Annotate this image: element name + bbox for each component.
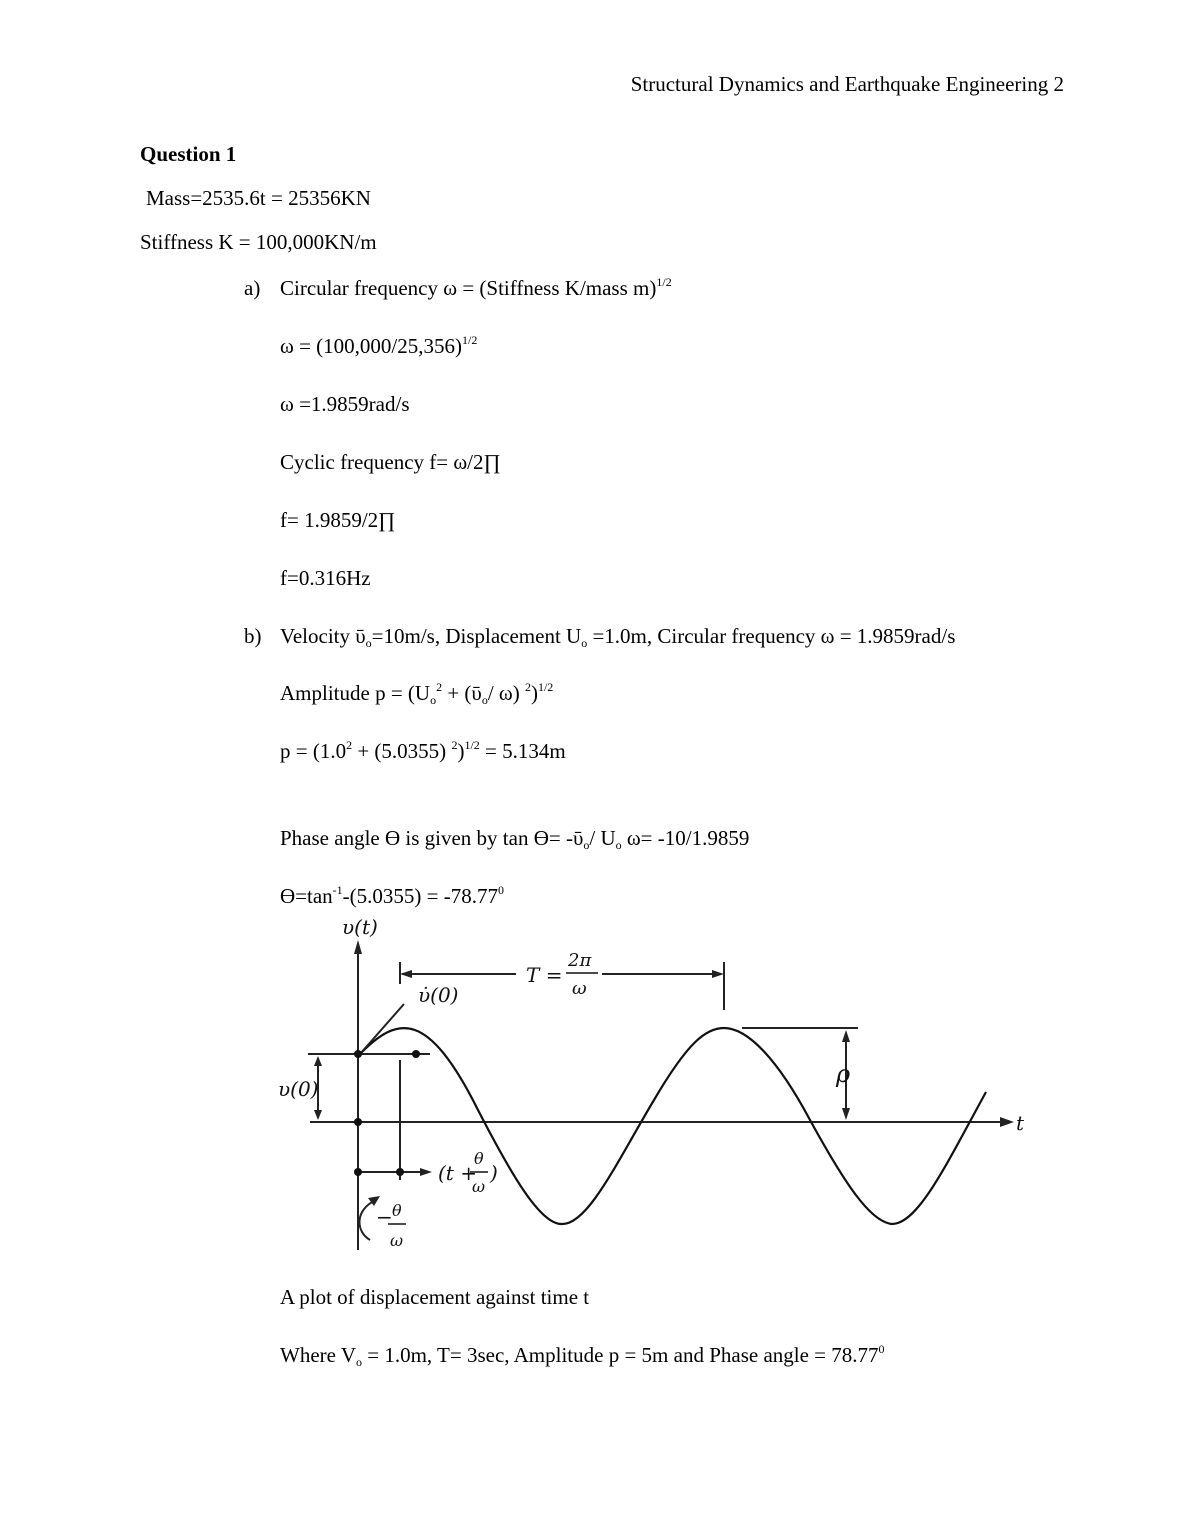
displacement-curve [360,1028,986,1224]
negative-phase-minus: − [376,1205,393,1229]
y-axis-label: υ(t) [342,915,378,939]
stiffness-line: Stiffness K = 100,000KN/m [140,230,377,254]
cyclic-frequency-value: f=0.316Hz [280,566,371,590]
y-axis-arrowhead [354,940,362,954]
phase-angle-value: $Ө=\tan^{-1}-(5.0355) = -78.77^0$ [280,883,504,908]
t-axis-label: t [1016,1111,1025,1135]
shift-denominator: ω [472,1177,486,1196]
cyclic-frequency-substitution: f= 1.9859/2∏ [280,508,396,532]
phase-angle-definition: Phase angle Ө is given by tan Ө= -ῡ$_o$/ $U_o$ ω= -10/1.9859 [280,826,750,852]
shift-close: ) [490,1161,498,1185]
question-title: Question 1 [140,142,237,166]
circular-frequency-definition: Circular frequency ω = (Stiffness K/mass m)$^{1/2}$ [280,275,672,300]
cyclic-frequency-definition: Cyclic frequency f= ω/2∏ [280,450,501,474]
figure-caption: A plot of displacement against time t [280,1285,590,1309]
running-header [631,72,1064,96]
part-b-marker: b) [244,624,262,648]
omega-value: ω =1.9859rad/s [280,392,410,416]
negative-phase-numerator: θ [392,1201,402,1220]
period-numerator: 2π [568,950,592,971]
negative-phase-denominator: ω [390,1231,404,1250]
page-number: 2 [1053,72,1064,96]
period-label: T = [526,963,563,987]
t-axis-arrowhead [1000,1117,1014,1127]
shift-numerator: θ [474,1149,484,1168]
period-denominator: ω [572,978,587,999]
omega-substitution: $\omega = (100,000/25,356)^{1/2}$ [280,333,478,358]
shift-label: (t + [438,1161,477,1185]
initial-displacement-label: υ(0) [278,1077,319,1101]
mass-line: Mass=2535.6t = 25356KN [146,186,371,210]
initial-velocity-label: υ̇(0) [418,983,459,1007]
negative-phase-arrow [359,1200,376,1240]
displacement-time-figure [278,910,1034,1260]
figure-parameters: Where $V_o = 1.0m$, T= 3sec, Amplitude p = 5m and Phase angle = $78.77^0$ [280,1342,885,1369]
part-a-marker: a) [244,276,261,300]
amplitude-label: ρ [836,1060,851,1088]
running-title: Structural Dynamics and Earthquake Engineering [630,72,1049,96]
amplitude-definition: Amplitude $p = (U_o^2$ + (ῡ$_o$/ ω) $^2$)$^{1/2}$ [280,680,554,707]
given-values-line: Velocity ῡ$_o$=10m/s, Displacement $U_o =1.0m$, Circular frequency ω = 1.9859rad/s [280,624,956,650]
amplitude-value: $p = (1.0^2 + (5.0355) ^2)^{1/2} = 5.134m$ [280,738,566,763]
